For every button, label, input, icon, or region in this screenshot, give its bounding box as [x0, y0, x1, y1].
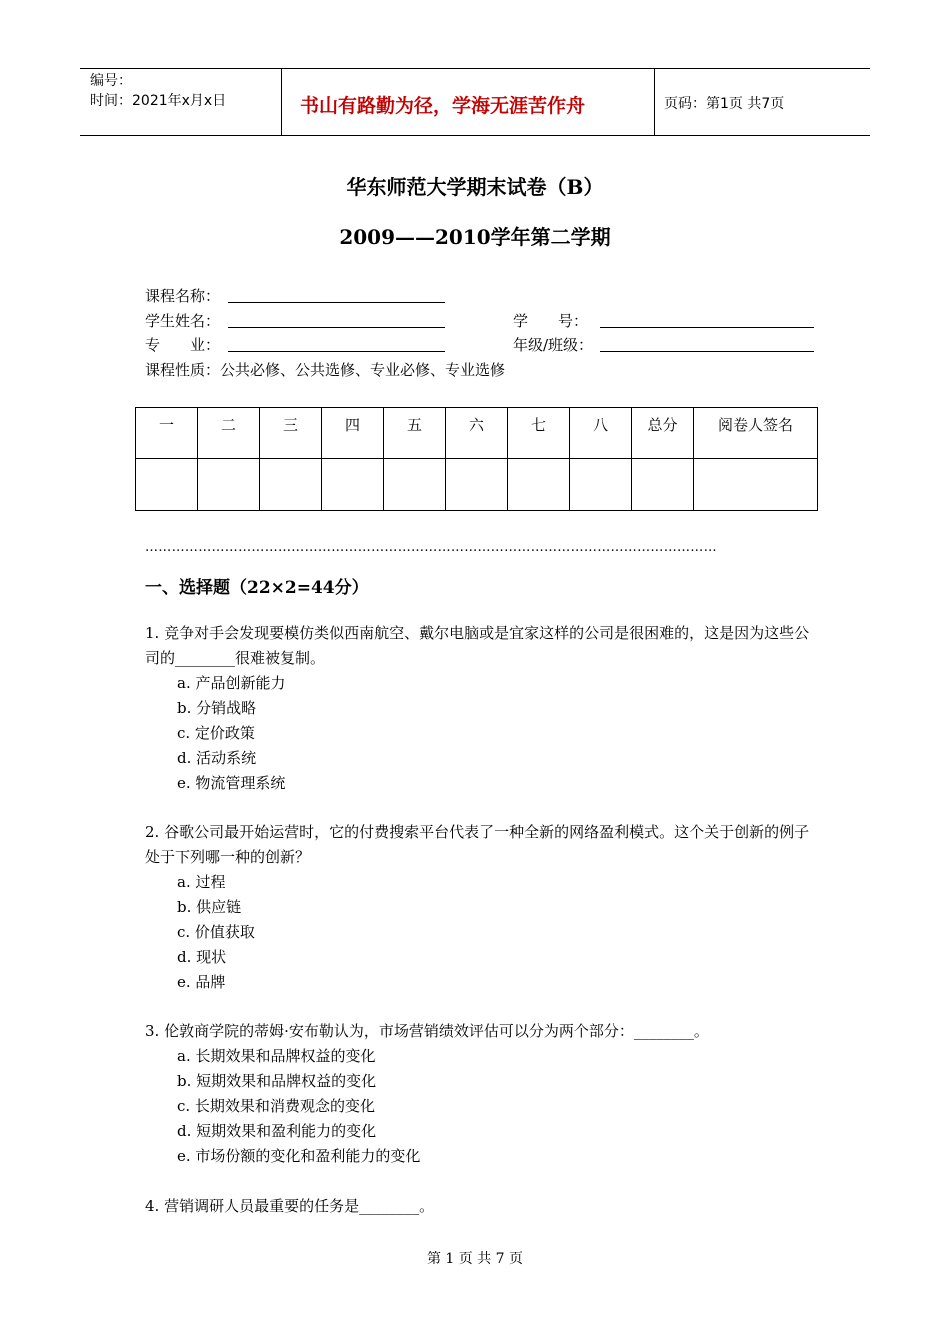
- course-type-label: 课程性质：公共必修、公共选修、专业必修、专业选修: [145, 361, 506, 379]
- question-stem: 1. 竞争对手会发现要模仿类似西南航空、戴尔电脑或是宜家这样的公司是很困难的，这是因为这些公司的________很难被复制。: [145, 624, 810, 667]
- score-cell-5[interactable]: [384, 459, 446, 511]
- option-b[interactable]: b. 分销战略: [177, 699, 257, 717]
- option-a[interactable]: a. 产品创新能力: [177, 674, 286, 692]
- option-e[interactable]: e. 市场份额的变化和盈利能力的变化: [177, 1147, 421, 1165]
- major-field[interactable]: [228, 351, 445, 352]
- option-d[interactable]: d. 现状: [177, 948, 227, 966]
- header-divider-right: [654, 68, 655, 135]
- score-table: [135, 407, 818, 511]
- course-name-field[interactable]: [228, 302, 445, 303]
- document-time-label: 时间：2021年x月x日: [90, 93, 227, 109]
- question-stem: 2. 谷歌公司最开始运营时，它的付费搜索平台代表了一种全新的网络盈利模式。这个关于创新的例子处于下列哪一种的创新？: [145, 823, 810, 866]
- major-label: 专 业：: [145, 336, 221, 354]
- header-bottom-border: [80, 135, 870, 136]
- header-motto: 书山有路勤为径，学海无涯苦作舟: [300, 95, 586, 117]
- option-c[interactable]: c. 价值获取: [177, 923, 255, 941]
- question-2: [145, 820, 815, 995]
- option-e[interactable]: e. 品牌: [177, 973, 226, 991]
- header-page-code: 页码：第1页 共7页: [664, 96, 785, 112]
- score-cell-7[interactable]: [508, 459, 570, 511]
- exam-subtitle: 2009——2010学年第二学期: [339, 225, 611, 249]
- score-header-4: 四: [322, 408, 384, 459]
- section-title: 一、选择题（22×2=44分）: [145, 578, 369, 598]
- score-cell-2[interactable]: [198, 459, 260, 511]
- question-3: [145, 1019, 815, 1169]
- score-header-1: 一: [136, 408, 198, 459]
- score-cell-1[interactable]: [136, 459, 198, 511]
- student-id-label: 学 号：: [513, 312, 589, 330]
- course-name-label: 课程名称：: [145, 287, 221, 305]
- score-header-2: 二: [198, 408, 260, 459]
- score-header-grader: 阅卷人签名: [694, 408, 818, 459]
- question-1: [145, 621, 815, 796]
- option-c[interactable]: c. 长期效果和消费观念的变化: [177, 1097, 375, 1115]
- option-a[interactable]: a. 长期效果和品牌权益的变化: [177, 1047, 376, 1065]
- grade-class-label: 年级/班级：: [513, 336, 594, 354]
- option-c[interactable]: c. 定价政策: [177, 724, 255, 742]
- score-header-7: 七: [508, 408, 570, 459]
- option-d[interactable]: d. 活动系统: [177, 749, 257, 767]
- score-cell-total[interactable]: [632, 459, 694, 511]
- score-header-5: 五: [384, 408, 446, 459]
- student-name-field[interactable]: [228, 327, 445, 328]
- option-d[interactable]: d. 短期效果和盈利能力的变化: [177, 1122, 377, 1140]
- page-footer: 第 1 页 共 7 页: [426, 1251, 524, 1267]
- option-b[interactable]: b. 短期效果和品牌权益的变化: [177, 1072, 377, 1090]
- score-header-8: 八: [570, 408, 632, 459]
- option-b[interactable]: b. 供应链: [177, 898, 242, 916]
- score-cell-4[interactable]: [322, 459, 384, 511]
- student-id-field[interactable]: [600, 327, 814, 328]
- grade-class-field[interactable]: [600, 351, 814, 352]
- question-4: [145, 1194, 815, 1219]
- cut-line-separator: …………………………………………………………………………………………………………………: [145, 540, 717, 555]
- score-cell-6[interactable]: [446, 459, 508, 511]
- exam-title: 华东师范大学期末试卷（B）: [346, 175, 604, 199]
- question-stem: 4. 营销调研人员最重要的任务是________。: [145, 1197, 435, 1215]
- question-stem: 3. 伦敦商学院的蒂姆·安布勒认为，市场营销绩效评估可以分为两个部分：________。: [145, 1022, 709, 1040]
- score-header-6: 六: [446, 408, 508, 459]
- score-header-3: 三: [260, 408, 322, 459]
- document-number-label: 编号：: [90, 73, 132, 89]
- student-name-label: 学生姓名：: [145, 312, 221, 330]
- score-cell-grader[interactable]: [694, 459, 818, 511]
- score-cell-8[interactable]: [570, 459, 632, 511]
- header-divider-left: [281, 68, 282, 135]
- option-a[interactable]: a. 过程: [177, 873, 226, 891]
- score-header-total: 总分: [632, 408, 694, 459]
- header-top-border: [80, 68, 870, 69]
- option-e[interactable]: e. 物流管理系统: [177, 774, 286, 792]
- score-cell-3[interactable]: [260, 459, 322, 511]
